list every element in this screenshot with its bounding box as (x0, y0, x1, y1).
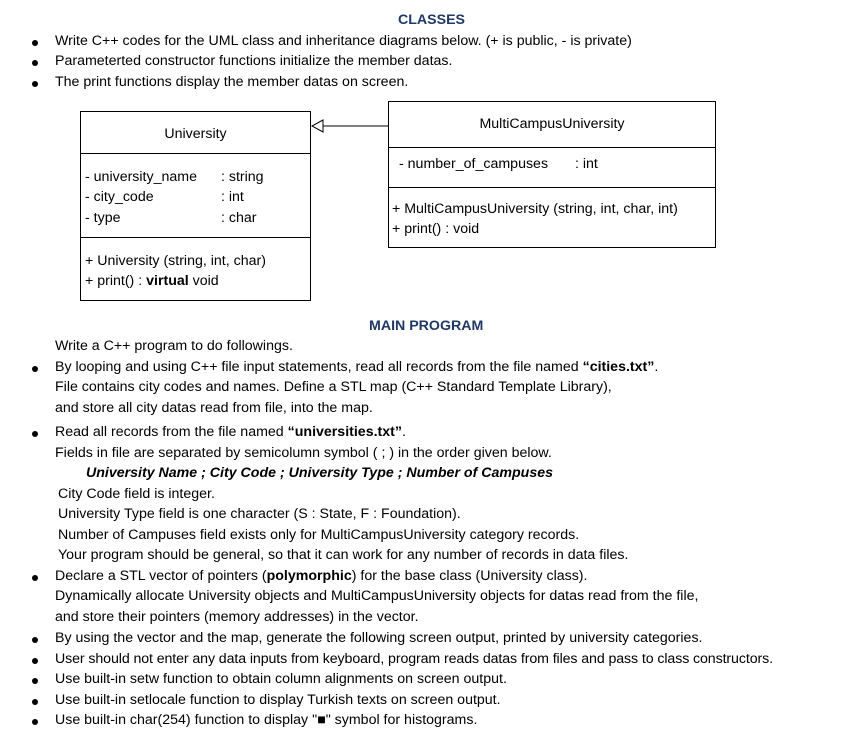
bullet-icon (32, 575, 38, 581)
uml-city-code-attr-name: - city_code (85, 189, 154, 205)
b2-note-general: Your program should be general, so that it can work for any number of records in data files. (58, 547, 629, 563)
uml-type-attr-type: : char (221, 210, 257, 226)
print-prefix: + print() : (85, 273, 143, 289)
classes-heading: CLASSES (398, 12, 466, 28)
b3-line1-text: Declare a STL vector of pointers ( (55, 568, 267, 584)
bullet-icon (32, 699, 38, 705)
inheritance-arrowhead-icon (312, 120, 323, 132)
b1-line3: and store all city datas read from file, into the map. (55, 400, 373, 416)
b7-line: Use built-in setlocale function to display Turkish texts on screen output. (55, 692, 501, 708)
b1-line1-text: By looping and using C++ file input statements, read all records from the file named (55, 359, 583, 375)
histogram-square-icon: ■ (317, 712, 326, 728)
uml-type-attr-name: - type (85, 210, 121, 226)
b1-line2: File contains city codes and names. Define a STL map (C++ Standard Template Library), (55, 379, 612, 395)
uml-university-class (80, 111, 311, 301)
b6-line: Use built-in setw function to obtain column alignments on screen output. (55, 671, 507, 687)
cities-filename: “cities.txt” (582, 359, 655, 375)
uml-campuses-attr-type: : int (575, 156, 598, 172)
uml-multicampus-constructor: + MultiCampusUniversity (string, int, char, int) (392, 201, 678, 217)
b1-line1 (55, 358, 658, 376)
b3-line1 (55, 567, 587, 585)
bullet-icon (32, 678, 38, 684)
uml-multicampus-name: MultiCampusUniversity (479, 116, 625, 132)
b8-text: Use built-in char(254) function to display " (55, 712, 318, 728)
bullet-icon (32, 431, 38, 437)
main-intro: Write a C++ program to do followings. (55, 338, 293, 354)
b4-line: By using the vector and the map, generate the following screen output, printed by university categories. (55, 630, 703, 646)
uml-divider (81, 153, 310, 154)
class-bullet-2: Parameterted constructor functions initialize the member datas. (55, 53, 453, 69)
uml-university-attr-name: - university_name (85, 169, 197, 185)
uml-city-code-attr-type: : int (221, 189, 244, 205)
uml-university-name: University (164, 126, 227, 142)
b2-note-campuses: Number of Campuses field exists only for MultiCampusUniversity category records. (58, 527, 580, 543)
b3-line3: and store their pointers (memory addresses) in the vector. (55, 609, 419, 625)
bullet-icon (32, 40, 38, 46)
b8-line (55, 711, 477, 729)
bullet-icon (32, 637, 38, 643)
b2-note-city-code: City Code field is integer. (58, 486, 215, 502)
b1-line1-end: . (654, 359, 659, 375)
class-bullet-3: The print functions display the member datas on screen. (55, 74, 409, 90)
uml-divider (389, 147, 715, 148)
uml-campuses-attr-name: - number_of_campuses (399, 156, 549, 172)
bullet-icon (32, 81, 38, 87)
bullet-icon (32, 658, 38, 664)
inheritance-arrow (305, 115, 395, 137)
main-program-heading: MAIN PROGRAM (369, 318, 484, 334)
bullet-icon (32, 60, 38, 66)
b2-line1-text: Read all records from the file named (55, 424, 288, 440)
uml-multicampus-print: + print() : void (392, 221, 480, 237)
uml-multicampus-class (388, 101, 716, 248)
b3-line1-end: ) for the base class (University class). (351, 568, 588, 584)
b2-field-order: University Name ; City Code ; University Type ; Number of Campuses (86, 465, 553, 481)
virtual-keyword: virtual (146, 273, 189, 289)
b2-line1-end: . (401, 424, 406, 440)
uml-university-attr-type: : string (221, 169, 264, 185)
print-suffix: void (192, 273, 219, 289)
class-bullet-1: Write C++ codes for the UML class and inheritance diagrams below. (+ is public, - is private) (55, 33, 632, 49)
uml-university-print (85, 272, 219, 290)
b5-line: User should not enter any data inputs from keyboard, program reads datas from files and pass to class constructors. (55, 651, 773, 667)
b2-line1 (55, 423, 406, 441)
bullet-icon (32, 366, 38, 372)
bullet-icon (32, 719, 38, 725)
b2-line2: Fields in file are separated by semicolumn symbol ( ; ) in the order given below. (55, 445, 552, 461)
b8-text-end: " symbol for histograms. (325, 712, 478, 728)
universities-filename: “universities.txt” (287, 424, 402, 440)
uml-university-constructor: + University (string, int, char) (85, 253, 266, 269)
uml-divider (81, 237, 310, 238)
b3-line2: Dynamically allocate University objects and MultiCampusUniversity objects for datas read from the file, (55, 588, 699, 604)
polymorphic-keyword: polymorphic (266, 568, 352, 584)
uml-divider (389, 187, 715, 188)
b2-note-type: University Type field is one character (S : State, F : Foundation). (58, 506, 461, 522)
